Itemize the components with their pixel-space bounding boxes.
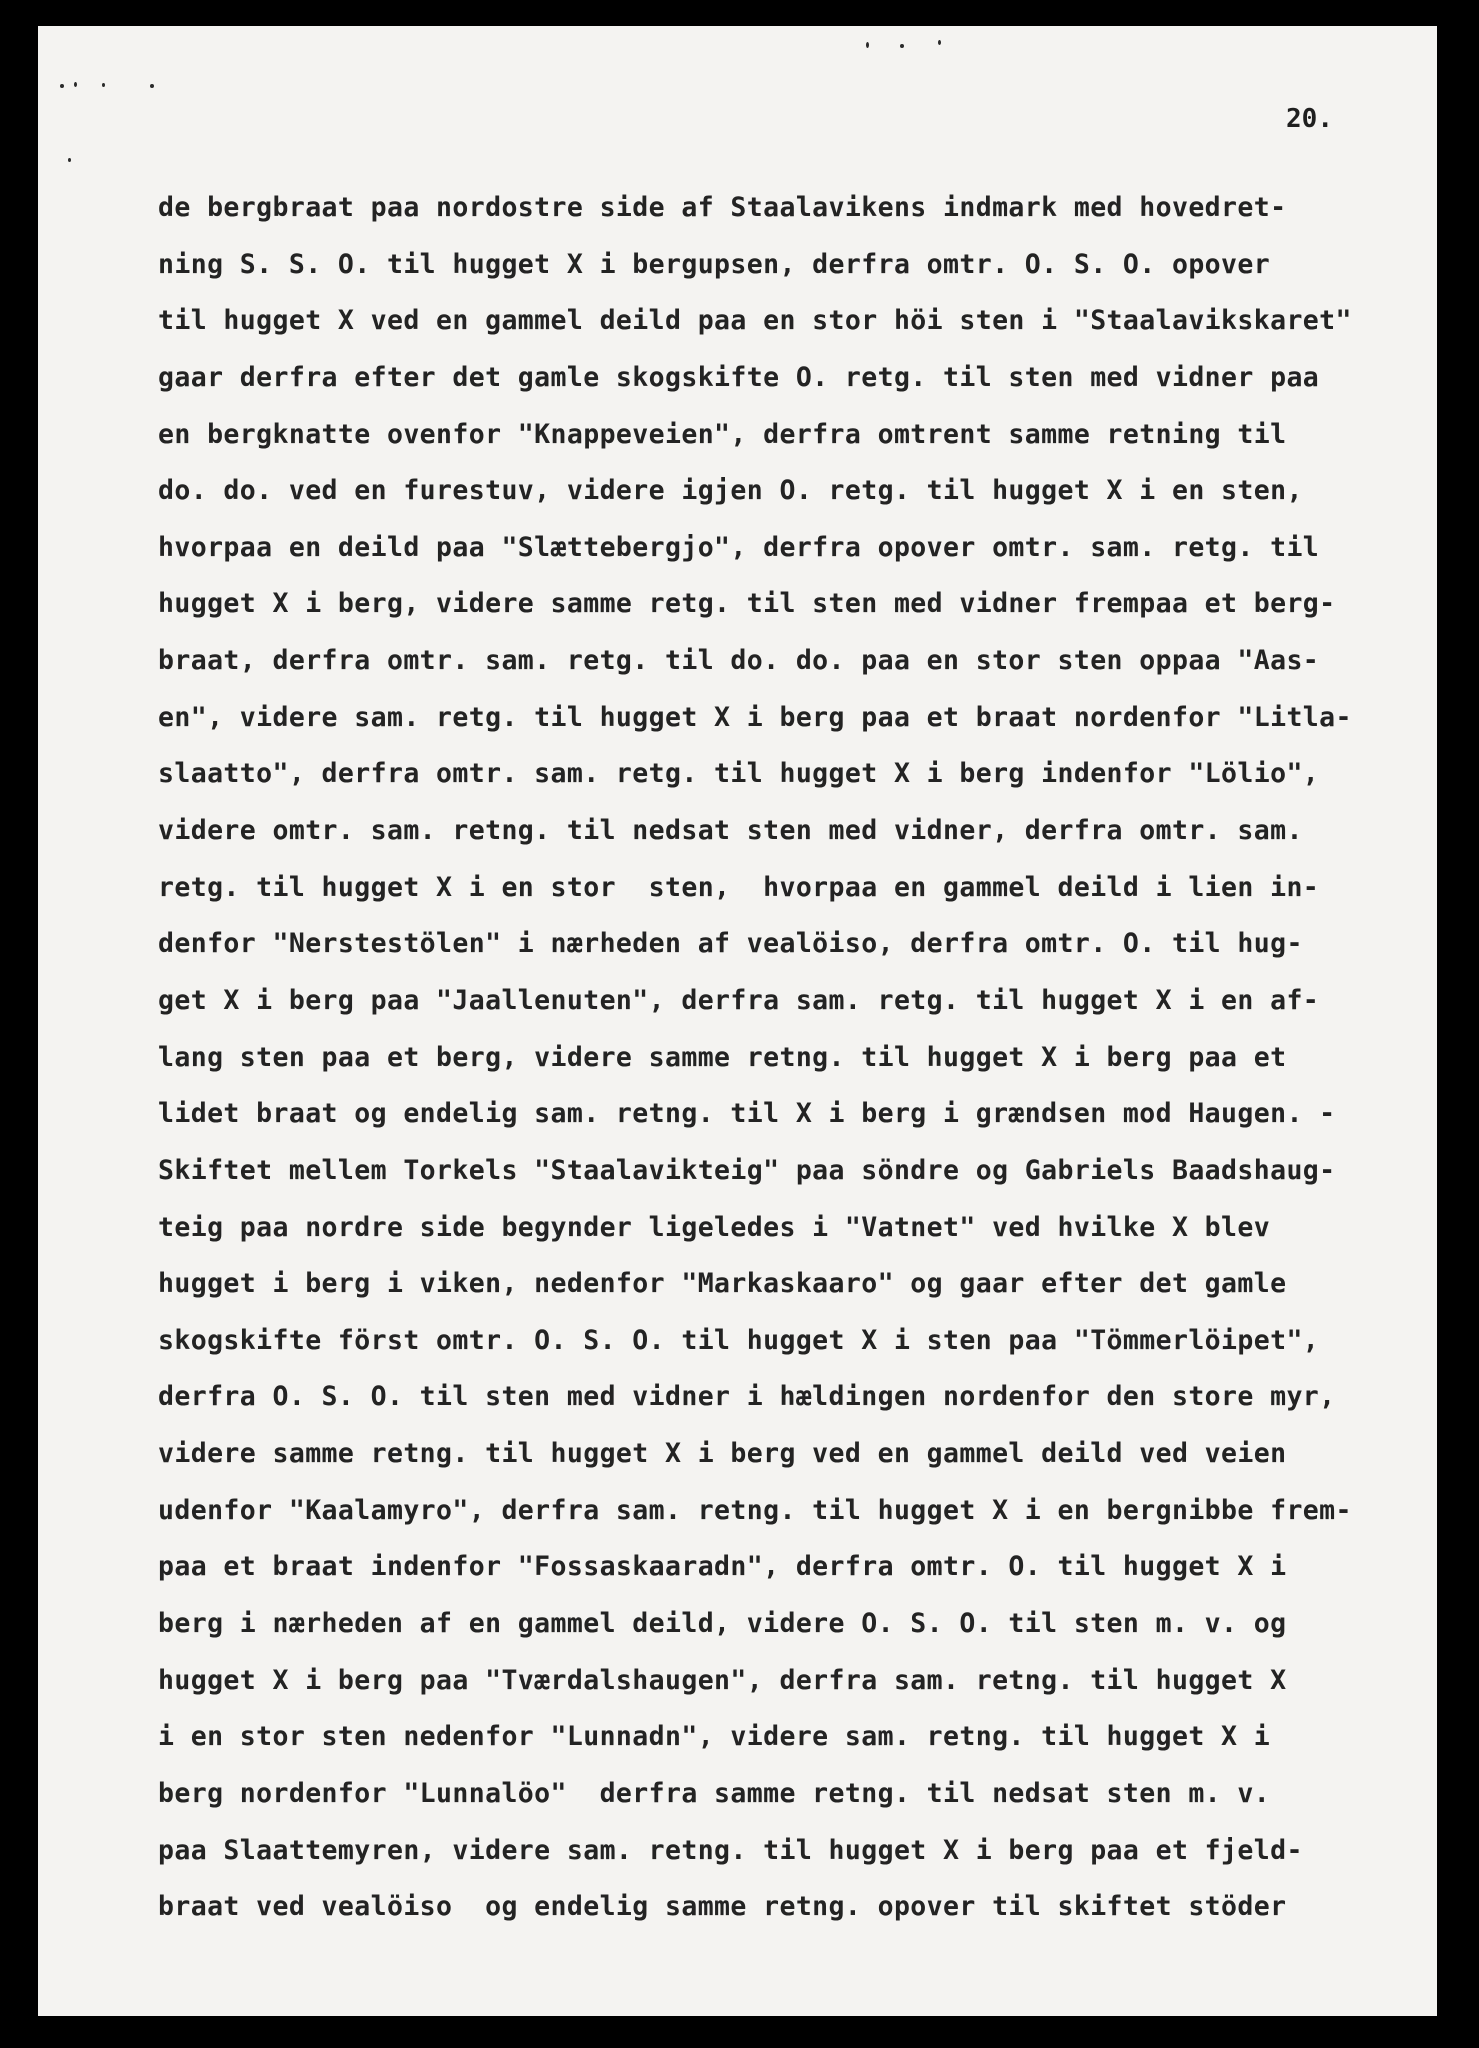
text-line: braat, derfra omtr. sam. retg. til do. do. paa en stor sten oppaa "Aas- bbox=[158, 645, 1320, 677]
ink-speck bbox=[102, 83, 105, 87]
ink-speck bbox=[68, 158, 71, 162]
ink-speck bbox=[866, 42, 869, 48]
text-line: gaar derfra efter det gamle skogskifte O. retg. til sten med vidner paa bbox=[158, 361, 1320, 393]
text-line: hugget X i berg, videre samme retg. til sten med vidner frempaa et berg- bbox=[158, 588, 1336, 620]
text-line: skogskifte först omtr. O. S. O. til hugget X i sten paa "Tömmerlöipet", bbox=[158, 1324, 1320, 1356]
ink-speck bbox=[900, 44, 904, 48]
text-line: do. do. ved en furestuv, videre igjen O. retg. til hugget X i en sten, bbox=[158, 475, 1303, 507]
ink-speck bbox=[74, 82, 77, 87]
page-number: 20. bbox=[1286, 104, 1333, 134]
text-line: til hugget X ved en gammel deild paa en stor höi sten i "Staalavikskaret" bbox=[158, 305, 1352, 337]
text-line: lidet braat og endelig sam. retng. til X i berg i grændsen mod Haugen. - bbox=[158, 1098, 1336, 1130]
text-line: berg nordenfor "Lunnalöo" derfra samme retng. til nedsat sten m. v. bbox=[158, 1777, 1271, 1809]
text-line: braat ved vealöiso og endelig samme retng. opover til skiftet stöder bbox=[158, 1891, 1287, 1923]
ink-speck bbox=[60, 84, 64, 88]
text-line: paa et braat indenfor "Fossaskaaradn", derfra omtr. O. til hugget X i bbox=[158, 1551, 1287, 1583]
text-line: videre omtr. sam. retng. til nedsat sten med vidner, derfra omtr. sam. bbox=[158, 815, 1303, 847]
text-line: Skiftet mellem Torkels "Staalavikteig" paa söndre og Gabriels Baadshaug- bbox=[158, 1154, 1336, 1186]
text-line: denfor "Nerstestölen" i nærheden af vealöiso, derfra omtr. O. til hug- bbox=[158, 928, 1303, 960]
text-line: en bergknatte ovenfor "Knappeveien", derfra omtrent samme retning til bbox=[158, 418, 1287, 450]
typed-text-body bbox=[158, 180, 1408, 1936]
text-line: hugget i berg i viken, nedenfor "Markaskaaro" og gaar efter det gamle bbox=[158, 1268, 1287, 1300]
text-line: videre samme retng. til hugget X i berg ved en gammel deild ved veien bbox=[158, 1438, 1287, 1470]
text-line: hugget X i berg paa "Tværdalshaugen", derfra sam. retng. til hugget X bbox=[158, 1664, 1287, 1696]
text-line: ning S. S. O. til hugget X i bergupsen, derfra omtr. O. S. O. opover bbox=[158, 248, 1271, 280]
ink-speck bbox=[938, 40, 941, 45]
text-line: en", videre sam. retg. til hugget X i berg paa et braat nordenfor "Litla- bbox=[158, 701, 1352, 733]
text-line: i en stor sten nedenfor "Lunnadn", videre sam. retng. til hugget X i bbox=[158, 1721, 1271, 1753]
text-line: udenfor "Kaalamyro", derfra sam. retng. til hugget X i en bergnibbe frem- bbox=[158, 1494, 1352, 1526]
text-line: lang sten paa et berg, videre samme retng. til hugget X i berg paa et bbox=[158, 1041, 1287, 1073]
text-line: de bergbraat paa nordostre side af Staalavikens indmark med hovedret- bbox=[158, 192, 1287, 223]
text-line: teig paa nordre side begynder ligeledes i "Vatnet" ved hvilke X blev bbox=[158, 1211, 1271, 1243]
text-line: slaatto", derfra omtr. sam. retg. til hugget X i berg indenfor "Lölio", bbox=[158, 758, 1320, 790]
text-line: paa Slaattemyren, videre sam. retng. til hugget X i berg paa et fjeld- bbox=[158, 1834, 1303, 1866]
text-line: get X i berg paa "Jaallenuten", derfra sam. retg. til hugget X i en af- bbox=[158, 984, 1320, 1016]
text-line: berg i nærheden af en gammel deild, videre O. S. O. til sten m. v. og bbox=[158, 1608, 1287, 1640]
text-line: derfra O. S. O. til sten med vidner i hældingen nordenfor den store myr, bbox=[158, 1381, 1336, 1413]
text-line: retg. til hugget X i en stor sten, hvorpaa en gammel deild i lien in- bbox=[158, 871, 1320, 903]
text-line: hvorpaa en deild paa "Slættebergjo", derfra opover omtr. sam. retg. til bbox=[158, 531, 1320, 563]
ink-speck bbox=[150, 84, 154, 88]
